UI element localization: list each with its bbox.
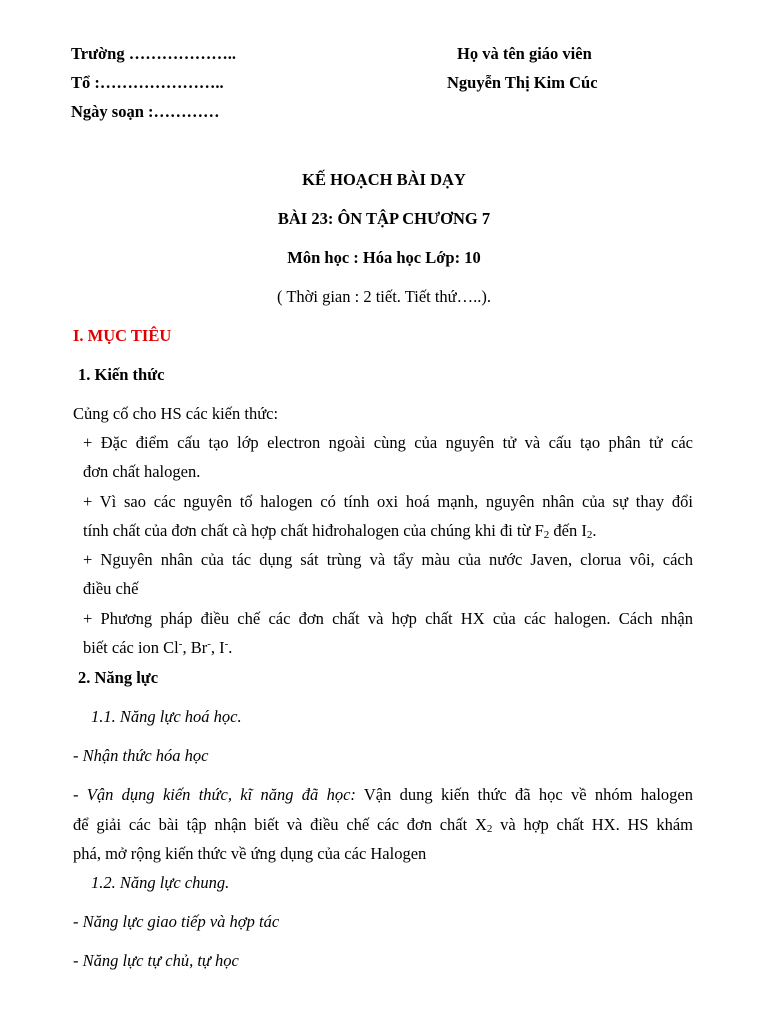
competence-item-apply-line-3: phá, mở rộng kiến thức về ứng dụng của các Halogen xyxy=(73,844,427,863)
group-field: Tổ :………………….. xyxy=(71,73,224,92)
school-field: Trường ……………….. xyxy=(71,44,236,63)
competence-item-self-study: - Năng lực tự chủ, tự học xyxy=(73,951,239,970)
knowledge-heading: 1. Kiến thức xyxy=(78,365,165,384)
teacher-label: Họ và tên giáo viên xyxy=(457,44,592,63)
competence-item-apply-line-1: - Vận dụng kiến thức, kĩ năng đã học: Vận dung kiến thức đã học về nhóm halogen xyxy=(73,785,693,804)
knowledge-bullet-3-line-1: + Nguyên nhân của tác dụng sát trùng và tẩy màu của nước Javen, clorua vôi, cách xyxy=(83,550,693,569)
knowledge-bullet-4-line-1: + Phương pháp điều chế các đơn chất và hợp chất HX của các halogen. Cách nhận xyxy=(83,609,693,628)
subject-line: Môn học : Hóa học Lớp: 10 xyxy=(287,248,481,267)
knowledge-bullet-1-line-2: đơn chất halogen. xyxy=(83,462,201,481)
lesson-title: BÀI 23: ÔN TẬP CHƯƠNG 7 xyxy=(277,209,491,228)
competence-item-awareness: - Nhận thức hóa học xyxy=(73,746,209,765)
competence-heading: 2. Năng lực xyxy=(78,668,159,687)
knowledge-intro: Củng cố cho HS các kiến thức: xyxy=(73,404,279,423)
teacher-name: Nguyễn Thị Kim Cúc xyxy=(447,73,598,92)
competence-item-communication: - Năng lực giao tiếp và hợp tác xyxy=(73,912,280,931)
competence-sub-general: 1.2. Năng lực chung. xyxy=(91,873,230,892)
knowledge-bullet-1-line-1: + Đặc điểm cấu tạo lớp electron ngoài cùng của nguyên tử và cấu tạo phân tử các xyxy=(83,433,693,452)
section-heading-objectives: I. MỤC TIÊU xyxy=(73,326,172,345)
competence-item-apply-line-2: để giải các bài tập nhận biết và điều chế các đơn chất $X_2$ và hợp chất HX. HS khám xyxy=(73,815,693,835)
competence-sub-chemistry: 1.1. Năng lực hoá học. xyxy=(91,707,242,726)
time-line: ( Thời gian : 2 tiết. Tiết thứ…..). xyxy=(277,287,491,306)
knowledge-bullet-2-line-1: + Vì sao các nguyên tố halogen có tính oxi hoá mạnh, nguyên nhân của sự thay đổi xyxy=(83,492,693,511)
knowledge-bullet-3-line-2: điều chế xyxy=(83,579,139,598)
date-field: Ngày soạn :………… xyxy=(71,102,220,121)
knowledge-bullet-2-line-2: tính chất của đơn chất cà hợp chất hiđrohalogen của chúng khi đi từ $F_2$ đến $I_2$. xyxy=(83,521,597,541)
plan-title: KẾ HOẠCH BÀI DẠY xyxy=(302,170,466,189)
knowledge-bullet-4-line-2: biết các ion Cl-, Br-, I-. xyxy=(83,638,233,657)
